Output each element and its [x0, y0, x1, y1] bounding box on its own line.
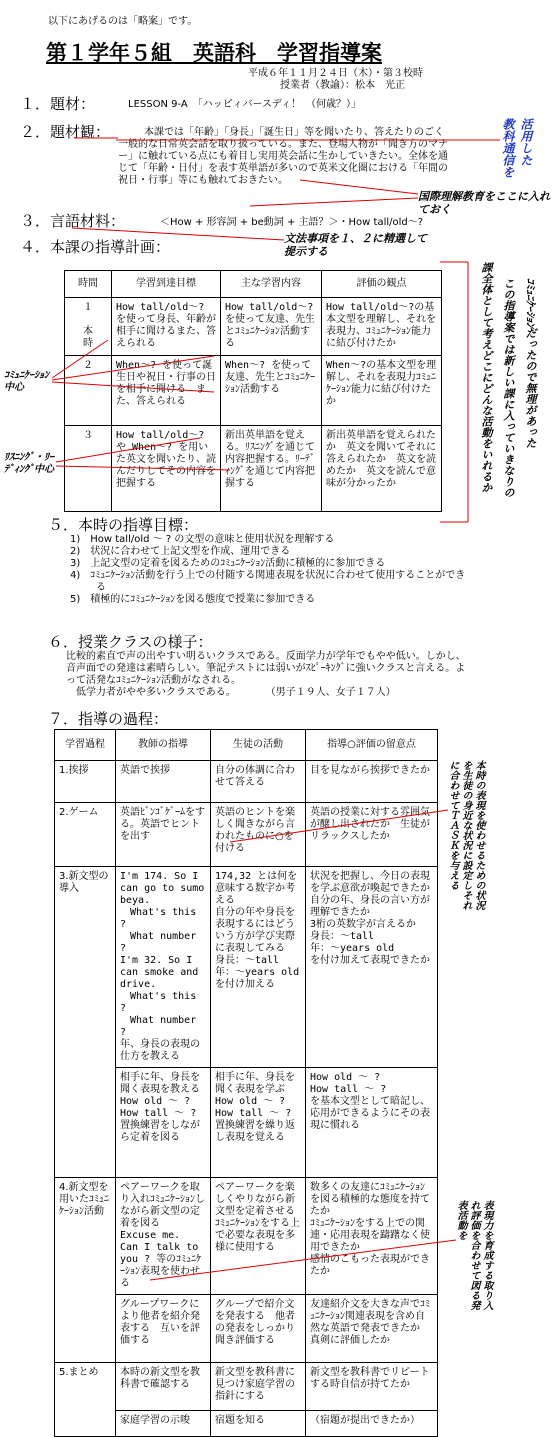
process-cell: 状況を把握し、今日の表現を学ぶ意欲が喚起できたか 自分の年、身長の言い方が理解できたか 3桁の英数字が言えるか 身長：～tall 年：～years old を付け加えて表現できたか: [306, 867, 438, 1068]
note-task: 本時の表現を使わせるための状況を生徒の身近な状況に設定しそれに合わせてＴＡＳＫを与える: [447, 760, 484, 910]
process-cell: 2.ゲーム: [55, 803, 116, 867]
process-row: [55, 1178, 438, 1295]
process-row: [55, 1363, 438, 1411]
process-cell: 英語のヒントを楽しく聞きながら言われたものに○を付ける: [211, 803, 306, 867]
s6-label: ６．授業クラスの様子：: [48, 633, 213, 651]
plan-row: [65, 356, 442, 426]
s5-label: ５．本時の指導目標：: [48, 516, 199, 534]
s7-label: ７．指導の過程：: [48, 710, 169, 728]
process-row: [55, 761, 438, 803]
note-newsletter-b: 活用した: [519, 118, 533, 166]
process-cell: 目を見ながら挨拶できたか: [306, 761, 438, 803]
process-cell: 自分の体調に合わせて答える: [211, 761, 306, 803]
plan-row: [65, 298, 442, 356]
process-cell: 新文型を教科書でリピートする時自信が持てたか: [306, 1363, 438, 1411]
process-cell: 3.新文型の導入: [55, 867, 116, 1068]
s5-item: 1) How tall/old ～ ? の文型の意味と使用状況を理解する: [70, 534, 335, 545]
plan-cell: How tall/old～?の基本文型を理解し、それを表現力、ｺﾐｭﾆｹｰｼｮﾝ能力に結び付けたか: [322, 298, 442, 356]
note-whole-lesson: 課全体として考えどこにどんな活動をいれるか: [480, 262, 493, 493]
process-header: 教師の指導: [116, 730, 211, 761]
process-row: [55, 803, 438, 867]
s1-label: １．題材：: [20, 95, 96, 113]
preface-text: 以下にあげるのは「略案」です。: [48, 16, 198, 27]
note-listening-center: ﾘｽﾆﾝｸﾞ・ﾘｰﾃﾞｨﾝｸﾞ中心: [4, 452, 54, 475]
note-expression: 表現力を育成する取り入れ評価を合わせて図る発表活動を: [455, 1200, 492, 1310]
process-cell: 174,32 とは何を意味する数字か考える 自分の年や身長を表現するにはどういう方が学び実際に表現してみる 身長：～tall 年：～years old を付け加える: [211, 867, 306, 1068]
s6-text: 比較的素直で声の出やすい明るいクラスである。反面学力が学年でもやや低い。しかし、音声面での発達は素晴らしい。筆記テストには弱いがｽﾋﾟｰｷﾝｸﾞに強いクラスと言える。よって活発なｺﾐｭﾆｹｰｼｮﾝ活動がなされる。 低学力者がやや多いクラスである。 （男子１９人、女子１７人）: [66, 651, 466, 698]
process-header-row: [55, 730, 438, 761]
s3-text: ＜How + 形容詞 + be動詞 + 主語？＞・How tall/old～?: [160, 217, 424, 228]
process-cell: [55, 1068, 116, 1178]
s2-text: 本課では「年齢」「身長」「誕生日」等を聞いたり、答えたりのごく一般的な日常英会話を取り扱っている。また、登場人物が「聞き方のマナー」に触れている点にも着目し実用英会話に生かしていきたい。全体を通じて「年齢・日付」を表す英単語が多いので英米文化圏における「年間の祝日・行事」等にも触れておきたい。: [118, 127, 448, 186]
process-row: [55, 1068, 438, 1178]
plan-cell: How tall/old～? を使って友達、先生とｺﾐｭﾆｹｰｼｮﾝ活動する: [221, 298, 322, 356]
process-cell: I'm 174. So I can go to sumo beya. What's this ? What number ? I'm 32. So I can smoke and drive. What's this ? What number ? 年、身長の表現の仕方を教える: [116, 867, 211, 1068]
process-cell: 本時の新文型を教科書で確認する: [116, 1363, 211, 1411]
s3-label: ３．言語材料：: [20, 212, 126, 230]
plan-header: 主な学習内容: [221, 271, 322, 298]
process-table: [54, 729, 438, 1437]
process-cell: [55, 1295, 116, 1363]
process-cell: 友達紹介文を大きな声でｺﾐｭﾆｹｰｼｮﾝ関連表現を含め自然な英語で発表できたか 真剣に評価したか: [306, 1295, 438, 1363]
note-intl-education: 国際理解教育をここに入れておく: [418, 190, 550, 216]
process-cell: グループで紹介文を発表する 他者の発表をしっかり聞き評価する: [211, 1295, 306, 1363]
plan-cell: When～?の基本文型を理解し、それを表現力ｺﾐｭﾆｹｰｼｮﾝ能力に結び付けたか: [322, 356, 442, 426]
plan-cell: When～? を使って友達、先生とｺﾐｭﾆｹｰｼｮﾝ活動する: [221, 356, 322, 426]
process-cell: 英語の授業に対する雰囲気が醸し出されたか 生徒がリラックスしたか: [306, 803, 438, 867]
process-cell: グループワークにより他者を紹介発表する 互いを評価する: [116, 1295, 211, 1363]
plan-cell: 新出英単語を覚える。ﾘｽﾆﾝｸﾞを通じて内容把握する。ﾘｰﾃﾞｨﾝｸﾞを通じて内容把握する: [221, 426, 322, 512]
s5-list: [70, 534, 470, 606]
s5-item: 4) ｺﾐｭﾆｹｰｼｮﾝ活動を行う上での付随する関連表現を状況に合わせて使用することができる: [70, 570, 466, 593]
process-cell: How old ～ ? How tall ～ ? を基本文型として暗記し、応用ができるようにその表現に慣れる: [306, 1068, 438, 1178]
note-comm-center: ｺﾐｭﾆｹｰｼｮﾝ中心: [4, 370, 49, 393]
process-cell: 相手に年、身長を聞く表現を教える How old ～ ? How tall ～ ? 置換練習をしながら定着を図る: [116, 1068, 211, 1178]
process-cell: 英語で挨拶: [116, 761, 211, 803]
s1-text: LESSON 9-A 「ハッピィバースディ！ （何歳？）」: [128, 99, 362, 110]
plan-header: 学習到達目標: [112, 271, 221, 298]
process-cell: 1.挨拶: [55, 761, 116, 803]
process-cell: ペアーワークを楽しくやりながら新文型を定着させる ｺﾐｭﾆｹｰｼｮﾝをする上で必要な表現を多様に使用する: [211, 1178, 306, 1295]
s2-label: ２．題材観：: [20, 123, 111, 141]
process-cell: 新文型を教科書に見つけ家庭学習の指針にする: [211, 1363, 306, 1411]
process-cell: 宿題を知る: [211, 1411, 306, 1437]
process-row: [55, 867, 438, 1068]
note-comm-problem: ｺﾐｭﾆｹｰｼｮﾝだったので無理があった: [524, 278, 537, 449]
plan-header: 評価の観点: [322, 271, 442, 298]
s5-item: 2) 状況に合わせて上記文型を作成、運用できる: [70, 546, 291, 557]
plan-cell: How tall/old～? や When～? を用いた英文を聞いたり、読んだりしてその内容を把握する: [112, 426, 221, 512]
process-cell: 数多くの友達にｺﾐｭﾆｹｰｼｮﾝを図る積極的な態度を持てたか ｺﾐｭﾆｹｰｼｮﾝをする上での関連・応用表現を躊躇なく使用できたか 感情のこもった表現ができたか: [306, 1178, 438, 1295]
note-grammar: 文法事項を１、２に精選して提示する: [284, 232, 427, 258]
process-cell: （宿題が提出できたか）: [306, 1411, 438, 1437]
s5-item: 3) 上記文型の定着を図るためのｺﾐｭﾆｹｰｼｮﾝ活動に積極的に参加できる: [70, 558, 386, 569]
plan-cell: How tall/old～? を使って身長、年齢が相手に聞けるまた、答えられる: [112, 298, 221, 356]
process-cell: 相手に年、身長を聞く表現を学ぶ How old ～ ? How tall ～ ? 置換練習を繰り返し表現を覚える: [211, 1068, 306, 1178]
process-cell: 4.新文型を用いたｺﾐｭﾆｹｰｼｮﾝ活動: [55, 1178, 116, 1295]
process-cell: 英語ﾋﾞﾝｺﾞｹﾞｰﾑをする。英語でヒントを出す: [116, 803, 211, 867]
date-line: 平成６年１１月２４日（木）・第３校時: [248, 68, 423, 79]
note-newsletter-a: 教科通信を: [501, 118, 515, 178]
plan-cell: １ 本 時: [65, 298, 112, 356]
plan-header: 時間: [65, 271, 112, 298]
plan-header-row: [65, 271, 442, 298]
plan-cell: ３: [65, 426, 112, 512]
s5-item: 5) 積極的にｺﾐｭﾆｹｰｼｮﾝを図る態度で授業に参加できる: [70, 594, 316, 605]
note-new-lesson: この指導案では新しい課に入っていきなりの: [502, 278, 515, 498]
process-header: 生徒の活動: [211, 730, 306, 761]
plan-cell: When～? を使って誕生日や祝日・行事の日を相手に聞ける また、答えられる: [112, 356, 221, 426]
plan-row: [65, 426, 442, 512]
process-cell: 5.まとめ: [55, 1363, 116, 1411]
plan-cell: 新出英単語を覚えられたか 英文を聞いてそれに答えられたか 英文を読めたか 英文を読んで意味が分かったか: [322, 426, 442, 512]
process-cell: ペアーワークを取り入れｺﾐｭﾆｹｰｼｮﾝしながら新文型の定着を図る Excuse me. Can I talk to you ? 等のｺﾐｭﾆｹｰｼｮﾝ表現を使わせる: [116, 1178, 211, 1295]
process-cell: 家庭学習の示唆: [116, 1411, 211, 1437]
process-header: 学習過程: [55, 730, 116, 761]
process-header: 指導○評価の留意点: [306, 730, 438, 761]
plan-table: [64, 270, 442, 512]
document-title: 第１学年５組 英語科 学習指導案: [46, 40, 382, 65]
process-cell: [55, 1411, 116, 1437]
s4-label: ４．本課の指導計画：: [20, 238, 171, 256]
process-row: [55, 1295, 438, 1363]
teacher-line: 授業者（教諭）：松本 光正: [280, 80, 405, 91]
plan-cell: ２: [65, 356, 112, 426]
process-row: [55, 1411, 438, 1437]
